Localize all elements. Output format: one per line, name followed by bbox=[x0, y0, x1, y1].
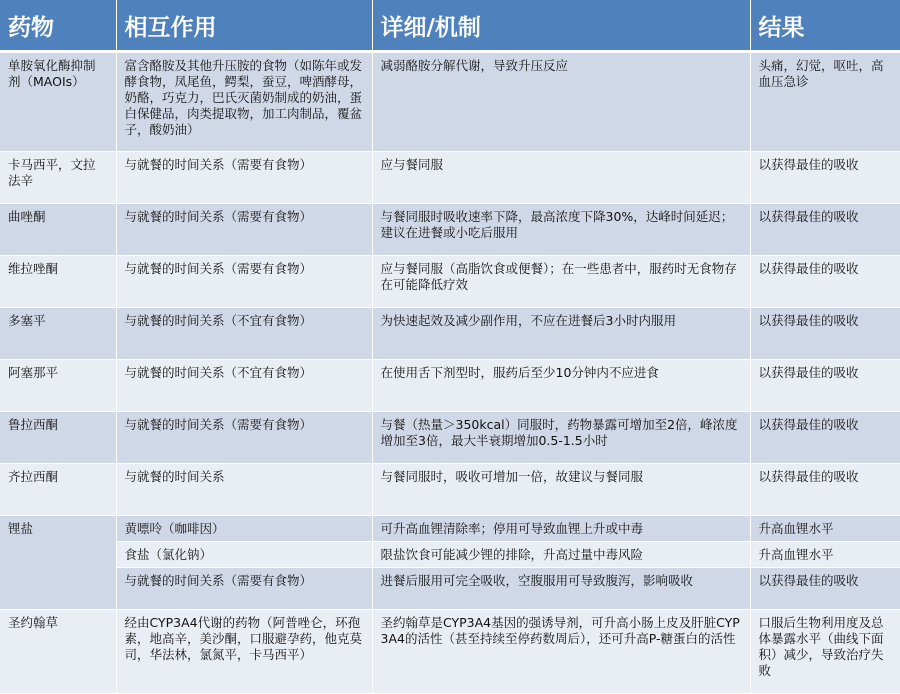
detail-cell: 与餐同服时吸收速率下降，最高浓度下降30%，达峰时间延迟；建议在进餐或小吃后服用 bbox=[372, 204, 750, 256]
interaction-cell: 与就餐的时间关系（需要有食物） bbox=[116, 152, 372, 204]
drug-cell: 单胺氧化酶抑制剂（MAOIs） bbox=[0, 52, 116, 152]
header-row bbox=[0, 0, 900, 52]
detail-cell: 可升高血锂清除率；停用可导致血锂上升或中毒 bbox=[372, 516, 750, 542]
result-cell: 以获得最佳的吸收 bbox=[750, 464, 900, 516]
table-row bbox=[0, 360, 900, 412]
table-row bbox=[0, 542, 900, 568]
result-cell: 以获得最佳的吸收 bbox=[750, 568, 900, 610]
result-cell: 以获得最佳的吸收 bbox=[750, 360, 900, 412]
interaction-cell: 与就餐的时间关系 bbox=[116, 464, 372, 516]
detail-cell: 与餐（热量＞350kcal）同服时，药物暴露可增加至2倍，峰浓度增加至3倍，最大半衰期增加0.5-1.5小时 bbox=[372, 412, 750, 464]
result-cell: 头痛，幻觉，呕吐，高血压急诊 bbox=[750, 52, 900, 152]
header-detail: 详细/机制 bbox=[372, 0, 750, 52]
interaction-cell: 经由CYP3A4代谢的药物（阿普唑仑，环孢素，地高辛，美沙酮，口服避孕药，他克莫司，华法林，氯氮平，卡马西平） bbox=[116, 610, 372, 694]
drug-cell: 卡马西平，文拉法辛 bbox=[0, 152, 116, 204]
table-row bbox=[0, 308, 900, 360]
result-cell: 升高血锂水平 bbox=[750, 542, 900, 568]
table-row bbox=[0, 516, 900, 542]
interaction-cell: 黄嘌呤（咖啡因） bbox=[116, 516, 372, 542]
drug-cell: 齐拉西酮 bbox=[0, 464, 116, 516]
result-cell: 以获得最佳的吸收 bbox=[750, 256, 900, 308]
drug-cell: 维拉唑酮 bbox=[0, 256, 116, 308]
interaction-cell: 与就餐的时间关系（不宜有食物） bbox=[116, 360, 372, 412]
detail-cell: 为快速起效及减少副作用，不应在进餐后3小时内服用 bbox=[372, 308, 750, 360]
result-cell: 以获得最佳的吸收 bbox=[750, 152, 900, 204]
result-cell: 以获得最佳的吸收 bbox=[750, 412, 900, 464]
detail-cell: 减弱酪胺分解代谢，导致升压反应 bbox=[372, 52, 750, 152]
interaction-cell: 与就餐的时间关系（需要有食物） bbox=[116, 412, 372, 464]
drug-cell: 鲁拉西酮 bbox=[0, 412, 116, 464]
detail-cell: 与餐同服时，吸收可增加一倍，故建议与餐同服 bbox=[372, 464, 750, 516]
result-cell: 升高血锂水平 bbox=[750, 516, 900, 542]
detail-cell: 应与餐同服 bbox=[372, 152, 750, 204]
drug-cell: 多塞平 bbox=[0, 308, 116, 360]
drug-cell: 圣约翰草 bbox=[0, 610, 116, 694]
interaction-cell: 与就餐的时间关系（需要有食物） bbox=[116, 568, 372, 610]
drug-cell: 曲唑酮 bbox=[0, 204, 116, 256]
detail-cell: 在使用舌下剂型时，服药后至少10分钟内不应进食 bbox=[372, 360, 750, 412]
result-cell: 口服后生物利用度及总体暴露水平（曲线下面积）减少，导致治疗失败 bbox=[750, 610, 900, 694]
table-row bbox=[0, 568, 900, 610]
drug-cell: 锂盐 bbox=[0, 516, 116, 610]
table-row bbox=[0, 464, 900, 516]
table-row bbox=[0, 52, 900, 152]
interaction-cell: 与就餐的时间关系（不宜有食物） bbox=[116, 308, 372, 360]
detail-cell: 进餐后服用可完全吸收，空腹服用可导致腹泻，影响吸收 bbox=[372, 568, 750, 610]
header-result: 结果 bbox=[750, 0, 900, 52]
interaction-cell: 与就餐的时间关系（需要有食物） bbox=[116, 256, 372, 308]
header-drug: 药物 bbox=[0, 0, 116, 52]
drug-cell: 阿塞那平 bbox=[0, 360, 116, 412]
interaction-cell: 食盐（氯化钠） bbox=[116, 542, 372, 568]
interaction-cell: 富含酪胺及其他升压胺的食物（如陈年或发酵食物，凤尾鱼，鳄梨，蚕豆，啤酒酵母，奶酪，巧克力，巴氏灭菌奶制成的奶油，蛋白保健品，肉类提取物，加工肉制品，覆盆子，酸奶油） bbox=[116, 52, 372, 152]
result-cell: 以获得最佳的吸收 bbox=[750, 204, 900, 256]
interaction-cell: 与就餐的时间关系（需要有食物） bbox=[116, 204, 372, 256]
table-row bbox=[0, 204, 900, 256]
detail-cell: 圣约翰草是CYP3A4基因的强诱导剂，可升高小肠上皮及肝脏CYP3A4的活性（甚至持续至停药数周后），还可升高P-糖蛋白的活性 bbox=[372, 610, 750, 694]
result-cell: 以获得最佳的吸收 bbox=[750, 308, 900, 360]
table-row bbox=[0, 152, 900, 204]
detail-cell: 限盐饮食可能减少锂的排除，升高过量中毒风险 bbox=[372, 542, 750, 568]
table-row bbox=[0, 256, 900, 308]
table-row bbox=[0, 412, 900, 464]
table-row bbox=[0, 610, 900, 694]
header-interaction: 相互作用 bbox=[116, 0, 372, 52]
detail-cell: 应与餐同服（高脂饮食或便餐）；在一些患者中，服药时无食物存在可能降低疗效 bbox=[372, 256, 750, 308]
